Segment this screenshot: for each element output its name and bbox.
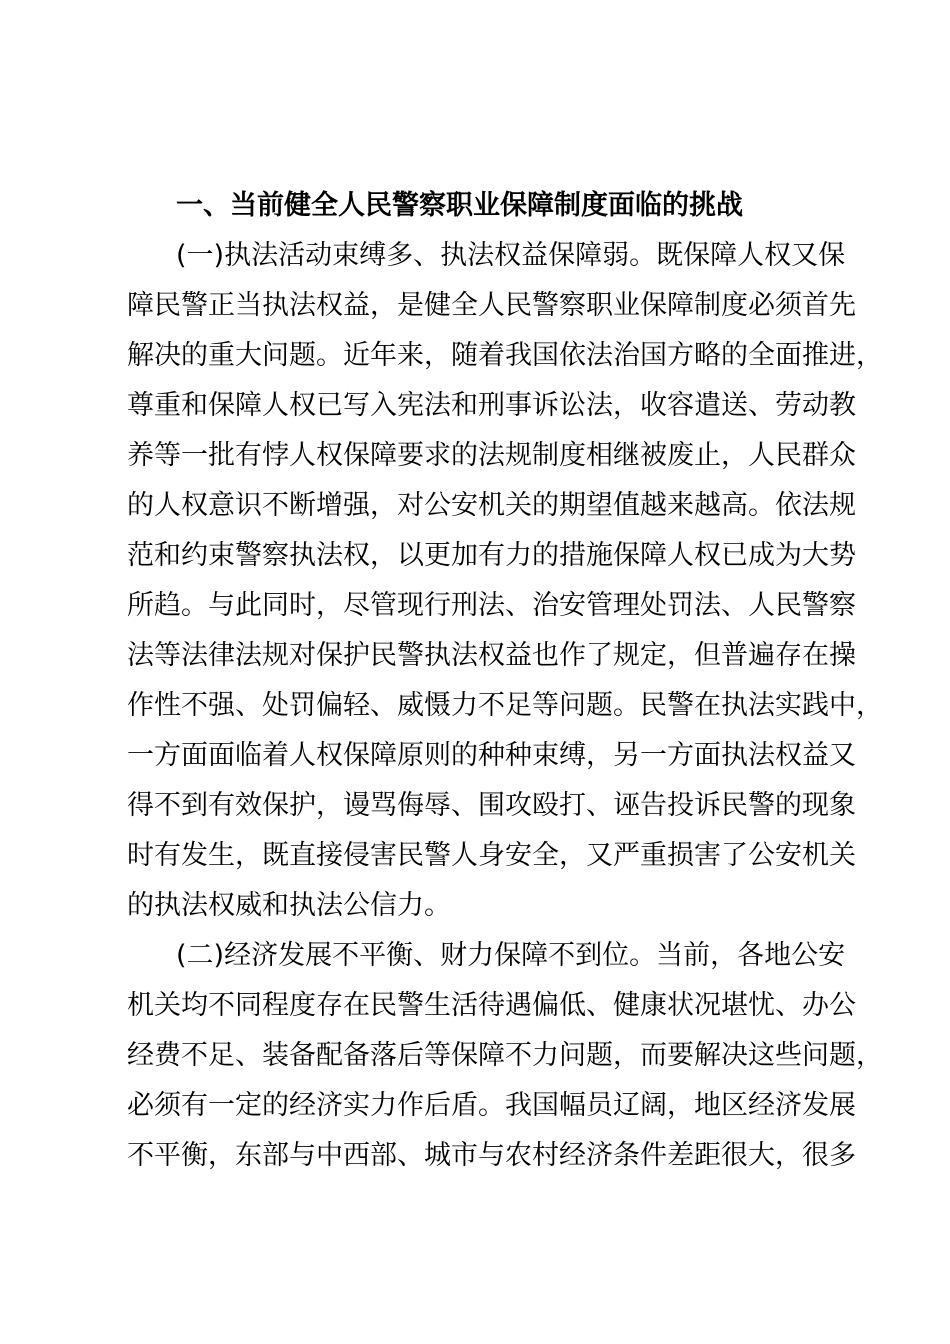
- paragraph-2-line-2: 机关均不同程度存在民警生活待遇偏低、健康状况堪忧、办公: [127, 990, 856, 1021]
- paragraph-1-line-10: 作性不强、处罚偏轻、威慑力不足等问题。民警在执法实践中，: [127, 690, 883, 721]
- paragraph-1-line-8: 所趋。与此同时，尽管现行刑法、治安管理处罚法、人民警察: [127, 590, 856, 621]
- paragraph-1-line-3: 解决的重大问题。近年来，随着我国依法治国方略的全面推进，: [127, 340, 883, 371]
- paragraph-2-line-1: (二)经济发展不平衡、财力保障不到位。当前，各地公安: [176, 940, 846, 971]
- paragraph-1-line-5: 养等一批有悖人权保障要求的法规制度相继被废止，人民群众: [127, 440, 856, 471]
- paragraph-1-line-6: 的人权意识不断增强，对公安机关的期望值越来越高。依法规: [127, 490, 856, 521]
- paragraph-1-line-4: 尊重和保障人权已写入宪法和刑事诉讼法，收容遣送、劳动教: [127, 390, 856, 421]
- paragraph-1-line-13: 时有发生，既直接侵害民警人身安全，又严重损害了公安机关: [127, 840, 856, 871]
- paragraph-2-line-4: 必须有一定的经济实力作后盾。我国幅员辽阔，地区经济发展: [127, 1090, 856, 1121]
- paragraph-1-line-14: 的执法权威和执法公信力。: [127, 890, 451, 921]
- paragraph-1-line-12: 得不到有效保护，谩骂侮辱、围攻殴打、诬告投诉民警的现象: [127, 790, 856, 821]
- paragraph-1-line-9: 法等法律法规对保护民警执法权益也作了规定，但普遍存在操: [127, 640, 856, 671]
- paragraph-1-line-7: 范和约束警察执法权，以更加有力的措施保障人权已成为大势: [127, 540, 856, 571]
- paragraph-1-line-11: 一方面面临着人权保障原则的种种束缚，另一方面执法权益又: [127, 740, 856, 771]
- paragraph-1-line-1: (一)执法活动束缚多、执法权益保障弱。既保障人权又保: [176, 240, 846, 271]
- paragraph-2-line-5: 不平衡，东部与中西部、城市与农村经济条件差距很大，很多: [127, 1140, 856, 1171]
- paragraph-2-line-3: 经费不足、装备配备落后等保障不力问题，而要解决这些问题，: [127, 1040, 883, 1071]
- section-heading: 一、当前健全人民警察职业保障制度面临的挑战: [176, 190, 743, 221]
- paragraph-1-line-2: 障民警正当执法权益，是健全人民警察职业保障制度必须首先: [127, 290, 856, 321]
